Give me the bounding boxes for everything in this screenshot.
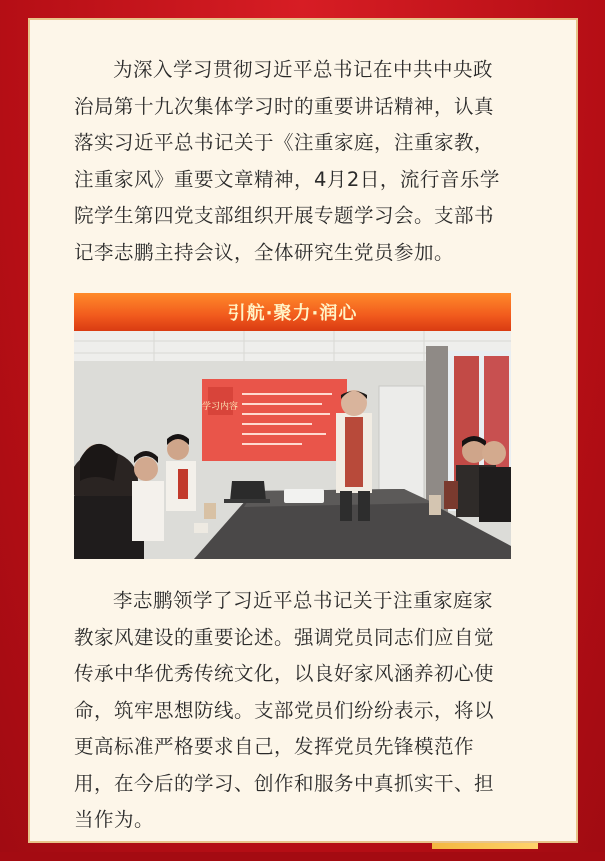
decorative-gold-bar bbox=[432, 843, 538, 849]
projection-screen-heading: 学习内容 bbox=[201, 402, 239, 412]
intro-paragraph-text: 为深入学习贯彻习近平总书记在中共中央政治局第十九次集体学习时的重要讲话精神，认真落实习近平总书记关于《注重家庭，注重家教，注重家风》重要文章精神，4月2日，流行音乐学院学生第四党支部组织开展专题学习会。支部书记李志鹏主持会议，全体研究生党员参加。 bbox=[74, 58, 500, 264]
intro-paragraph bbox=[74, 52, 512, 271]
meeting-photo-illustration bbox=[74, 331, 511, 559]
photo-caption-banner bbox=[74, 293, 511, 331]
meeting-photo bbox=[74, 331, 511, 559]
bottom-edge bbox=[0, 852, 605, 861]
summary-paragraph-text: 李志鹏领学了习近平总书记关于注重家庭家教家风建设的重要论述。强调党员同志们应自觉传承中华优秀传统文化，以良好家风涵养初心使命，筑牢思想防线。支部党员们纷纷表示，将以更高标准严格要求自己，发挥党员先锋模范作用，在今后的学习、创作和服务中真抓实干、担当作为。 bbox=[74, 589, 495, 831]
summary-paragraph bbox=[74, 583, 512, 839]
banner-title: 引航·聚力·润心 bbox=[227, 303, 358, 324]
